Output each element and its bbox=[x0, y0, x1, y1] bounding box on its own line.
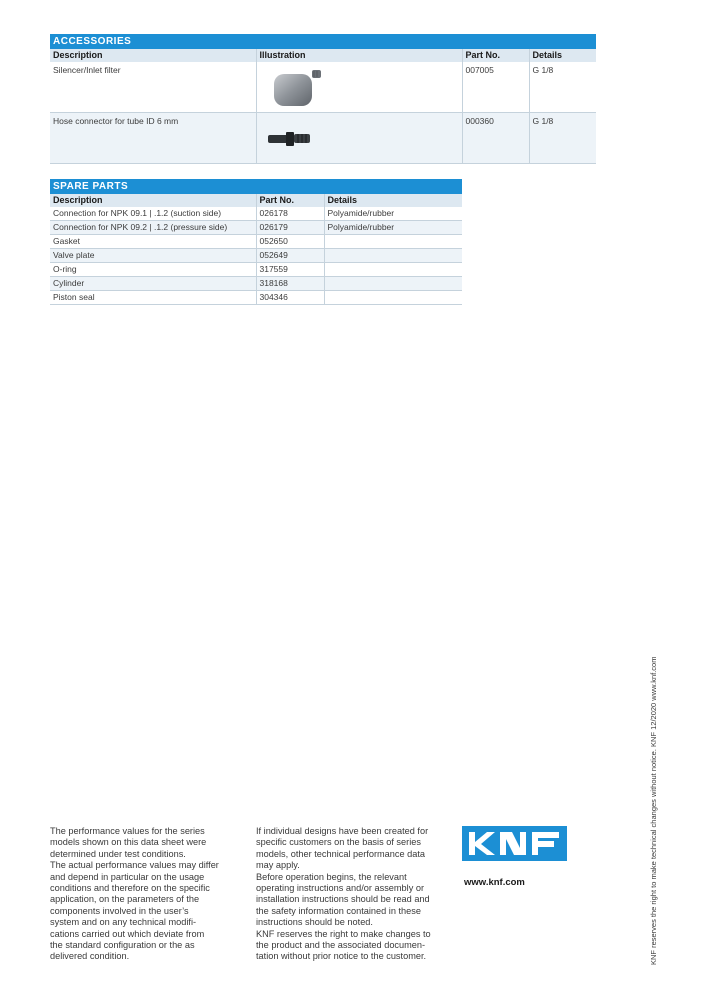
table-row bbox=[50, 113, 596, 164]
spare-parts-table bbox=[50, 179, 462, 305]
row-details: Polyamide/rubber bbox=[324, 207, 462, 221]
col-details: Details bbox=[529, 49, 596, 62]
row-description: Silencer/Inlet filter bbox=[50, 62, 256, 113]
row-part-no: 026178 bbox=[256, 207, 324, 221]
row-details: G 1/8 bbox=[529, 62, 596, 113]
silencer-filter-icon bbox=[268, 66, 328, 110]
row-part-no: 052650 bbox=[256, 235, 324, 249]
row-illustration bbox=[256, 113, 462, 164]
row-part-no: 304346 bbox=[256, 291, 324, 305]
row-part-no: 318168 bbox=[256, 277, 324, 291]
hose-connector-icon bbox=[264, 117, 324, 157]
disclaimer-designs: If individual designs have been created for specific customers on the basis of series models, other technical performance data may apply. Before operation begins, the relevant operating instructions and/or assembly or installation instructions should be read and the safety information contained in these instructions should be noted. KNF reserves the right to make changes to the product and the associated documen- tation without prior notice to the customer. bbox=[256, 826, 431, 962]
table-row bbox=[50, 263, 462, 277]
row-description: Connection for NPK 09.1 | .1.2 (suction side) bbox=[50, 207, 256, 221]
spare-parts-title: SPARE PARTS bbox=[50, 179, 462, 194]
col-part-no: Part No. bbox=[462, 49, 529, 62]
row-part-no: 317559 bbox=[256, 263, 324, 277]
col-illustration: Illustration bbox=[256, 49, 462, 62]
row-part-no: 000360 bbox=[462, 113, 529, 164]
accessories-table bbox=[50, 34, 596, 164]
row-description: Valve plate bbox=[50, 249, 256, 263]
row-details: G 1/8 bbox=[529, 113, 596, 164]
table-row bbox=[50, 291, 462, 305]
knf-logo bbox=[462, 826, 567, 861]
row-description: Cylinder bbox=[50, 277, 256, 291]
row-description: Piston seal bbox=[50, 291, 256, 305]
row-part-no: 026179 bbox=[256, 221, 324, 235]
row-description: Gasket bbox=[50, 235, 256, 249]
col-part-no: Part No. bbox=[256, 194, 324, 207]
disclaimer-performance: The performance values for the series models shown on this data sheet were determined under test conditions. The actual performance values may differ and depend in particular on the usage conditions and therefore on the specific application, on the parameters of the components involved in the user’s system and on any technical modifi- cations carried out which deviate from the standard configuration or the as delivered condition. bbox=[50, 826, 219, 962]
col-description: Description bbox=[50, 194, 256, 207]
row-description: O-ring bbox=[50, 263, 256, 277]
vertical-notice: KNF reserves the right to make technical changes without notice. KNF 12/2020 www.knf.com bbox=[649, 656, 658, 965]
table-row bbox=[50, 207, 462, 221]
row-details bbox=[324, 249, 462, 263]
row-description: Hose connector for tube ID 6 mm bbox=[50, 113, 256, 164]
accessories-title: ACCESSORIES bbox=[50, 34, 596, 49]
table-row bbox=[50, 235, 462, 249]
table-row bbox=[50, 277, 462, 291]
row-details bbox=[324, 291, 462, 305]
row-details bbox=[324, 263, 462, 277]
row-details bbox=[324, 235, 462, 249]
table-row bbox=[50, 221, 462, 235]
table-row bbox=[50, 249, 462, 263]
row-details bbox=[324, 277, 462, 291]
table-row bbox=[50, 62, 596, 113]
row-part-no: 007005 bbox=[462, 62, 529, 113]
row-details: Polyamide/rubber bbox=[324, 221, 462, 235]
col-description: Description bbox=[50, 49, 256, 62]
col-details: Details bbox=[324, 194, 462, 207]
row-description: Connection for NPK 09.2 | .1.2 (pressure side) bbox=[50, 221, 256, 235]
row-part-no: 052649 bbox=[256, 249, 324, 263]
row-illustration bbox=[256, 62, 462, 113]
website-link[interactable]: www.knf.com bbox=[464, 877, 525, 888]
